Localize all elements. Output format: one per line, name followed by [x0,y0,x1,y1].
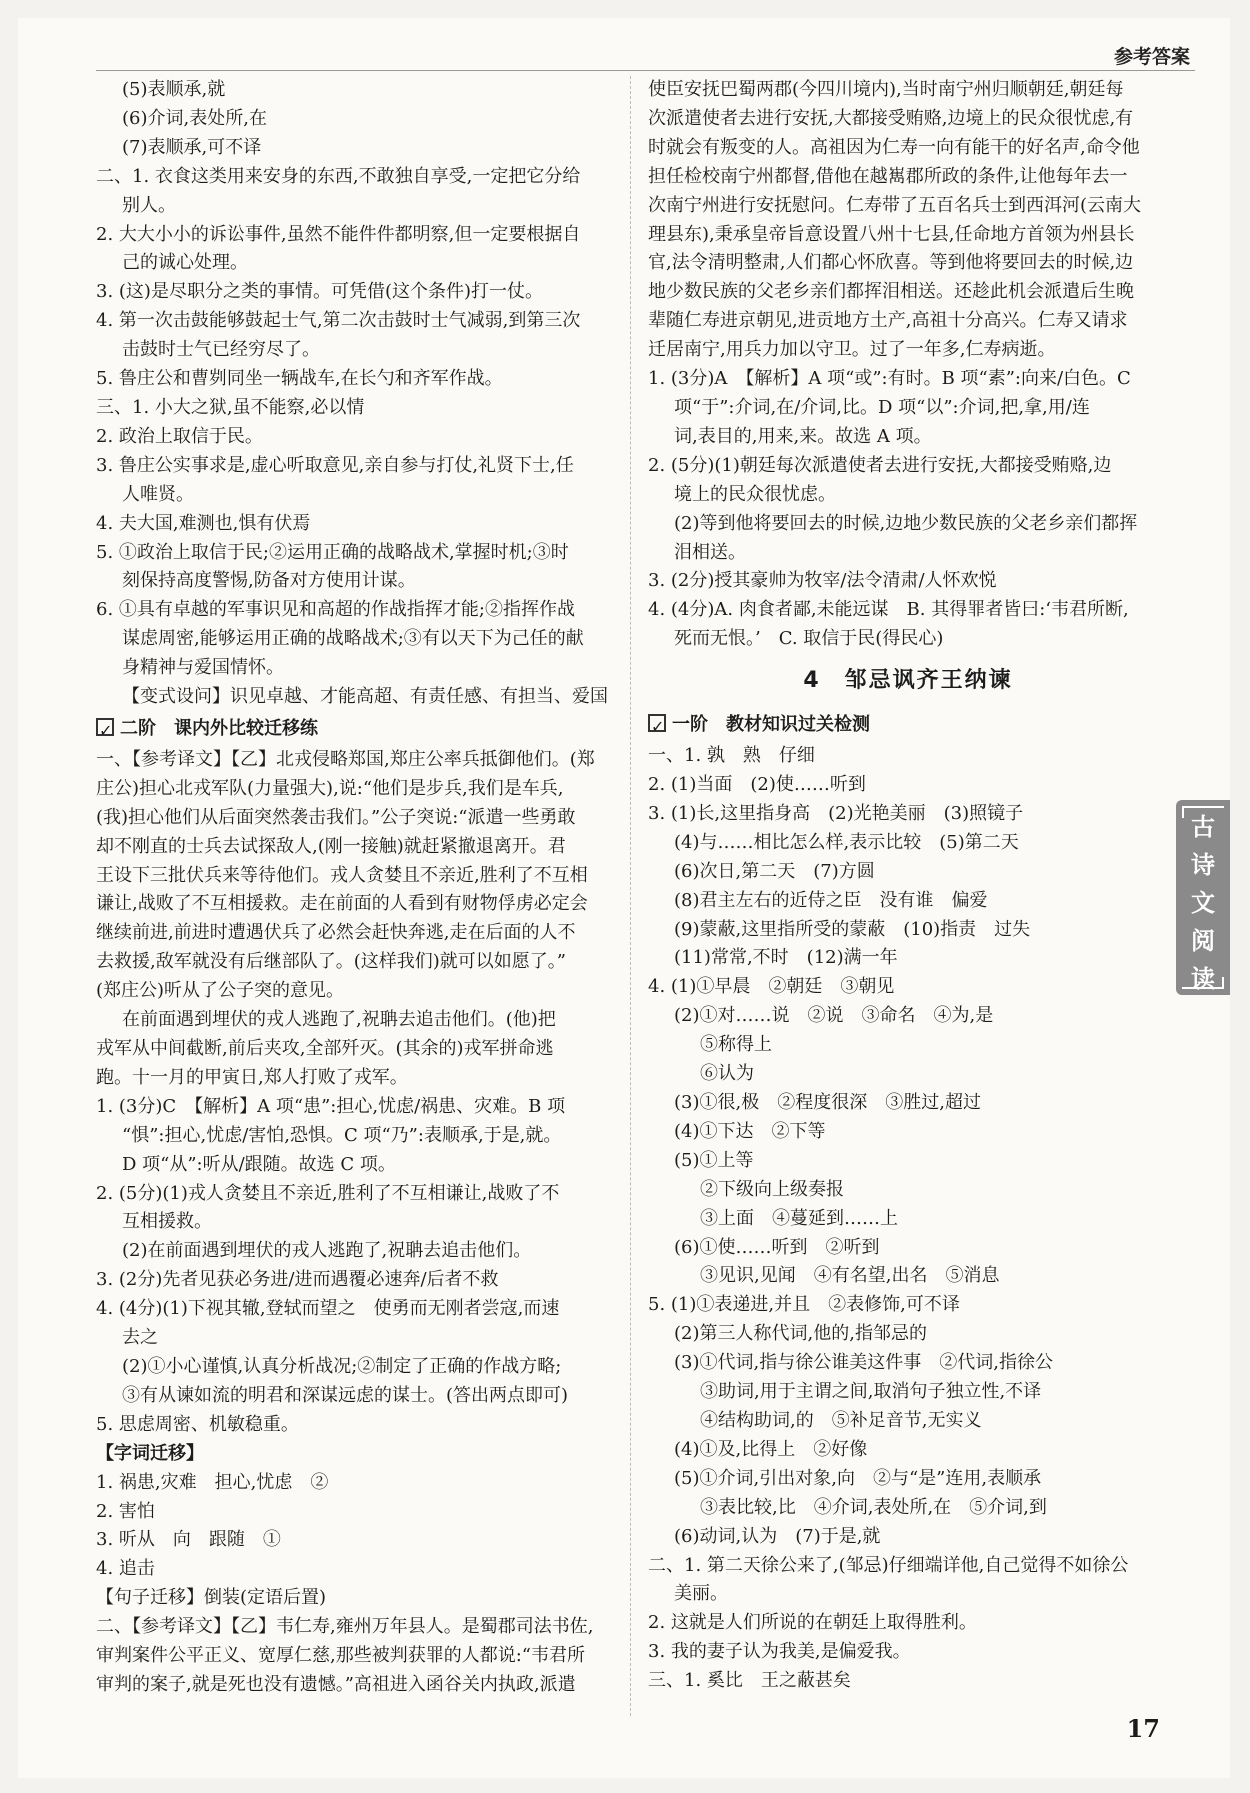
line-text: (7)表顺承,可不译 [122,136,262,158]
answer-line [648,105,1168,134]
right-column [648,76,1168,1696]
answer-line [96,481,616,510]
line-text: 6. ①具有卓越的军事识见和高超的作战指挥才能;②指挥作战 [96,599,575,621]
line-text: 2. 害怕 [96,1500,155,1522]
answer-line [96,394,616,423]
line-text: 2. 政治上取信于民。 [96,425,263,447]
line-text: 审判的案子,就是死也没有遗憾。”高祖进入函谷关内执政,派遣 [96,1673,576,1695]
line-text: 1. (3分)C 【解析】A 项“患”:担心,忧虑/祸患、灾难。B 项 [96,1095,566,1117]
line-text: (6)①使……听到 ②听到 [674,1236,880,1258]
line-text: 泪相送。 [674,541,746,563]
line-text: (2)等到他将要回去的时候,边地少数民族的父老乡亲们都挥 [674,512,1138,534]
line-text: 4. (4分)(1)下视其辙,登轼而望之 使勇而无刚者尝寇,而速 [96,1298,560,1320]
line-text: 担任检校南宁州都督,借他在越嶲郡所政的条件,让他每年去一 [648,165,1128,187]
answer-line [96,1353,616,1382]
answer-line [648,829,1168,858]
answer-line [96,1498,616,1527]
line-text: 跑。十一月的甲寅日,郑人打败了戎军。 [96,1066,408,1088]
line-text: (9)蒙蔽,这里指所受的蒙蔽 (10)指责 过失 [674,918,1031,940]
answer-line [96,76,616,105]
line-text: (我)担心他们从后面突然袭击我们。”公子突说:“派遣一些勇敢 [96,806,576,828]
line-text: 境上的民众很忧虑。 [674,483,836,505]
line-text: 庄公)担心北戎军队(力量强大),说:“他们是步兵,我们是车兵, [96,777,564,799]
line-text: 3. (这)是尽职分之类的事情。可凭借(这个条件)打一仗。 [96,281,543,303]
answer-line [648,249,1168,278]
section-heading [648,708,1168,742]
answer-line [96,746,616,775]
answer-line [648,336,1168,365]
answer-line [96,1382,616,1411]
line-text: 却不刚直的士兵去试探敌人,(刚一接触)就赶紧撤退离开。君 [96,835,566,857]
line-text: (6)次日,第二天 (7)方圆 [674,860,875,882]
line-text: 三、1. 小大之狱,虽不能察,必以情 [96,396,365,418]
line-text: 别人。 [122,194,176,216]
line-text: 1. (3分)A 【解析】A 项“或”:有时。B 项“素”:向来/白色。C [648,368,1131,390]
answer-line [648,625,1168,654]
answer-line [96,1180,616,1209]
answer-line [96,948,616,977]
line-text: 3. (2分)授其豪帅为牧宰/法令清肃/人怀欢悦 [648,570,997,592]
answer-line [648,771,1168,800]
line-text: 在前面遇到埋伏的戎人逃跑了,祝聃去追击他们。(他)把 [122,1009,556,1031]
line-text: 去之 [122,1327,158,1349]
line-text: 谦让,战败了不互相援救。走在前面的人看到有财物俘虏必定会 [96,893,588,915]
answer-line [96,307,616,336]
line-text: 三、1. 奚比 王之蔽甚矣 [648,1670,851,1692]
line-text: ③见识,见闻 ④有名望,出名 ⑤消息 [700,1265,1000,1287]
answer-line [96,977,616,1006]
line-text: 2. (1)当面 (2)使……听到 [648,774,866,796]
answer-line [648,916,1168,945]
line-text: 二、1. 衣食这类用来安身的东西,不敢独自享受,一定把它分给 [96,165,581,187]
line-text: 时就会有叛变的人。高祖因为仁寿一向有能干的好名声,命令他 [648,136,1140,158]
line-text: (5)表顺承,就 [122,79,226,100]
line-text: 4. (4分)A. 肉食者鄙,未能远谋 B. 其得罪者皆曰:‘韦君所断, [648,599,1129,621]
line-text: (2)在前面遇到埋伏的戎人逃跑了,祝聃去追击他们。 [122,1240,532,1262]
line-text: 次派遣使者去进行安抚,大都接受贿赂,边境上的民众很忧虑,有 [648,107,1134,129]
answer-line [648,944,1168,973]
line-text: 使臣安抚巴蜀两郡(今四川境内),当时南宁州归顺朝廷,朝廷每 [648,79,1124,100]
line-text: 2. 这就是人们所说的在朝廷上取得胜利。 [648,1612,977,1634]
answer-line [648,1176,1168,1205]
answer-line [648,887,1168,916]
header-rule [96,70,1195,71]
line-text: (4)①下达 ②下等 [674,1120,826,1142]
answer-line [96,833,616,862]
line-text: 2. 大大小小的诉讼事件,虽然不能件件都明察,但一定要根据自 [96,223,581,245]
answer-line [648,163,1168,192]
answer-line [648,76,1168,105]
line-text: ④结构助词,的 ⑤补足音节,无实义 [700,1409,982,1431]
answer-line [96,249,616,278]
answer-line [96,1093,616,1122]
answer-line [648,1378,1168,1407]
line-text: 2. (5分)(1)朝廷每次派遣使者去进行安抚,大都接受贿赂,边 [648,454,1112,476]
answer-line [648,394,1168,423]
column-divider [630,76,631,1716]
line-text: (11)常常,不时 (12)满一年 [674,947,898,969]
side-tab-char: 阅 [1191,927,1215,955]
line-text: 3. (2分)先者见获必务进/进而遇覆必速奔/后者不救 [96,1269,499,1291]
answer-line [648,1291,1168,1320]
line-text: 继续前进,前进时遭遇伏兵了必然会赶快奔逃,走在后面的人不 [96,922,576,944]
line-text: 地少数民族的父老乡亲们都挥泪相送。还趁此机会派遣后生晚 [648,281,1134,303]
answer-line [648,1580,1168,1609]
answer-line [96,890,616,919]
line-text: 次南宁州进行安抚慰问。仁寿带了五百名兵士到西洱河(云南大 [648,194,1142,216]
answer-line [96,1613,616,1642]
line-text: 3. 鲁庄公实事求是,虚心听取意见,亲自参与打仗,礼贤下士,任 [96,454,574,476]
answer-line [648,742,1168,771]
line-text: 4. 夫大国,难测也,惧有伏焉 [96,512,311,534]
answer-line [96,1584,616,1613]
line-text: (4)①及,比得上 ②好像 [674,1438,868,1460]
answer-line [96,221,616,250]
side-tab-char: 古 [1191,813,1215,841]
answer-line [96,625,616,654]
line-text: 刻保持高度警惕,防备对方使用计谋。 [122,570,416,592]
answer-line [96,336,616,365]
line-text: 官,法令清明整肃,人们都心怀欣喜。等到他将要回去的时候,边 [648,252,1134,274]
line-text: 3. 我的妻子认为我美,是偏爱我。 [648,1641,911,1663]
answer-line [648,452,1168,481]
answer-line [648,1060,1168,1089]
answer-line [648,1667,1168,1696]
line-text: 4. (1)①早晨 ②朝廷 ③朝见 [648,976,895,998]
line-text: 3. (1)长,这里指身高 (2)光艳美丽 (3)照镜子 [648,802,1024,824]
answer-line [96,1295,616,1324]
answer-line [648,858,1168,887]
answer-line [648,1089,1168,1118]
right-column-bottom [648,708,1168,1696]
left-column [96,76,616,1700]
answer-line [648,365,1168,394]
answer-line [96,1526,616,1555]
line-text: 二、1. 第二天徐公来了,(邹忌)仔细端详他,自己觉得不如徐公 [648,1554,1129,1576]
line-text: “惧”:担心,忧虑/害怕,恐惧。C 项“乃”:表顺承,于是,就。 [122,1124,562,1146]
line-text: 理县东),秉承皇帝旨意设置八州十七县,任命地方首领为州县长 [648,223,1135,245]
answer-line [96,1324,616,1353]
answer-line [648,1436,1168,1465]
answer-line [648,1320,1168,1349]
answer-line [96,539,616,568]
line-text: 己的诚心处理。 [122,252,248,274]
line-text: 5. ①政治上取信于民;②运用正确的战略战术,掌握时机;③时 [96,541,569,563]
answer-line [96,278,616,307]
answer-line [648,481,1168,510]
answer-line [96,862,616,891]
line-text: 【变式设问】识见卓越、才能高超、有责任感、有担当、爱国 [122,686,608,708]
answer-line [648,510,1168,539]
line-text: D 项“从”:听从/跟随。故选 C 项。 [122,1153,396,1175]
answer-line [648,1552,1168,1581]
answer-line [648,192,1168,221]
answer-line [96,510,616,539]
answer-line [96,1122,616,1151]
line-text: 【字词迁移】 [96,1442,204,1464]
answer-line [96,567,616,596]
answer-line [96,423,616,452]
answer-line [96,1208,616,1237]
line-text: 王设下三批伏兵来等待他们。戎人贪婪且不亲近,胜利了不互相 [96,864,588,886]
line-text: 1. 祸患,灾难 担心,忧虑 ② [96,1471,329,1493]
line-text: 一、【参考译文】【乙】北戎侵略郑国,郑庄公率兵抵御他们。(郑 [96,748,595,770]
answer-line [648,1002,1168,1031]
check-box-icon [96,718,114,736]
line-text: 【句子迁移】倒装(定语后置) [96,1587,327,1609]
line-text: 5. 思虑周密、机敏稳重。 [96,1413,299,1435]
line-text: 2. (5分)(1)戎人贪婪且不亲近,胜利了不互相谦让,战败了不 [96,1182,560,1204]
line-text: 4. 第一次击鼓能够鼓起士气,第二次击鼓时士气减弱,到第三次 [96,310,581,332]
answer-line [96,683,616,712]
line-text: 美丽。 [674,1583,728,1605]
answer-line [648,221,1168,250]
answer-line [648,800,1168,829]
answer-line [648,1349,1168,1378]
line-text: (6)介词,表处所,在 [122,107,267,129]
line-text: ③助词,用于主谓之间,取消句子独立性,不译 [700,1381,1042,1403]
answer-line [648,567,1168,596]
line-text: 击鼓时士气已经穷尽了。 [122,339,320,361]
line-text: 二、【参考译文】【乙】韦仁寿,雍州万年县人。是蜀郡司法书佐, [96,1616,594,1638]
line-text: 身精神与爱国情怀。 [122,657,284,679]
line-text: 4. 追击 [96,1558,155,1580]
tab-bracket-top [1182,806,1224,818]
line-text: ③上面 ④蔓延到……上 [700,1207,898,1229]
line-text: 迁居南宁,用兵力加以守卫。过了一年多,仁寿病逝。 [648,339,1056,361]
answer-line [96,1411,616,1440]
line-text: (2)①对……说 ②说 ③命名 ④为,是 [674,1005,994,1027]
line-text: 一、1. 孰 熟 仔细 [648,745,815,767]
answer-line [96,775,616,804]
line-text: 谋虑周密,能够运用正确的战略战术;③有以天下为己任的献 [122,628,584,650]
check-box-icon [648,714,666,732]
answer-line [96,804,616,833]
side-tab-char: 诗 [1191,851,1215,879]
answer-line [648,1234,1168,1263]
answer-line [96,1266,616,1295]
answer-line [96,163,616,192]
answer-line [648,1465,1168,1494]
line-text: 一阶 教材知识过关检测 [672,714,870,736]
line-text: (4)与……相比怎么样,表示比较 (5)第二天 [674,831,1019,853]
answer-line [648,973,1168,1002]
page-number: 17 [1126,1714,1160,1743]
answer-line [96,1469,616,1498]
answer-line [648,423,1168,452]
line-text: 5. (1)①表递进,并且 ②表修饰,可不译 [648,1294,960,1316]
answer-line [96,1151,616,1180]
line-text: 项“于”:介词,在/介词,比。D 项“以”:介词,把,拿,用/连 [674,396,1090,418]
tab-bracket-bottom [1182,977,1224,989]
answer-line [648,307,1168,336]
answer-line [648,1147,1168,1176]
answer-line [648,134,1168,163]
line-text: (5)①上等 [674,1149,754,1171]
line-text: 审判案件公平正义、宽厚仁慈,那些被判获罪的人都说:“韦君所 [96,1645,585,1667]
answer-line [648,1262,1168,1291]
answer-line [96,596,616,625]
line-text: ②下级向上级奏报 [700,1178,844,1200]
side-tab-char: 读 [1191,965,1215,993]
section-side-tab [1176,800,1230,995]
lesson-title: 4 邹忌讽齐王纳谏 [803,668,1013,694]
answer-line [96,105,616,134]
line-text: 辈随仁寿进京朝见,进贡地方土产,高祖十分高兴。仁寿又请求 [648,310,1128,332]
line-text: 死而无恨。’ C. 取信于民(得民心) [674,628,944,650]
answer-line [648,1638,1168,1667]
answer-line [96,654,616,683]
line-text: (6)动词,认为 (7)于是,就 [674,1525,881,1547]
line-text: ③有从谏如流的明君和深谋远虑的谋士。(答出两点即可) [122,1384,569,1406]
line-text: ③表比较,比 ④介词,表处所,在 ⑤介词,到 [700,1496,1047,1518]
line-text: 人唯贤。 [122,483,194,505]
answer-line [648,539,1168,568]
answer-line [648,1494,1168,1523]
line-text: 去救援,敌军就没有后继部队了。(这样我们)就可以如愿了。” [96,951,566,973]
line-text: (2)①小心谨慎,认真分析战况;②制定了正确的作战方略; [122,1355,562,1377]
line-text: 二阶 课内外比较迁移练 [120,717,318,739]
answer-line [96,1671,616,1700]
line-text: (8)君主左右的近侍之臣 没有谁 偏爱 [674,889,988,911]
answer-line [648,1407,1168,1436]
answer-line [96,1035,616,1064]
page-header-title: 参考答案 [1113,46,1190,68]
answer-line [96,1006,616,1035]
answer-line [648,1118,1168,1147]
side-tab-label [1176,800,1230,998]
answer-line [96,1642,616,1671]
answer-line [648,1609,1168,1638]
answer-line [96,192,616,221]
answer-line [648,1205,1168,1234]
answer-line [96,1064,616,1093]
answer-line [96,1555,616,1584]
side-tab-char: 文 [1191,889,1215,917]
answer-line [96,452,616,481]
answer-line [648,278,1168,307]
line-text: (3)①代词,指与徐公谁美这件事 ②代词,指徐公 [674,1352,1053,1374]
answer-line [648,596,1168,625]
line-text: (郑庄公)听从了公子突的意见。 [96,980,345,1002]
line-text: 戎军从中间截断,前后夹攻,全部歼灭。(其余的)戎军拼命逃 [96,1038,554,1059]
line-text: ⑥认为 [700,1063,754,1085]
answer-line [96,1440,616,1469]
answer-line [96,919,616,948]
line-text: (5)①介词,引出对象,向 ②与“是”连用,表顺承 [674,1467,1042,1489]
answer-line [96,134,616,163]
line-text: 词,表目的,用来,来。故选 A 项。 [674,425,932,447]
answer-line [648,1031,1168,1060]
section-heading [96,712,616,746]
line-text: ⑤称得上 [700,1034,772,1056]
answer-line [96,1237,616,1266]
right-column-top [648,76,1168,654]
answer-line [96,365,616,394]
line-text: (2)第三人称代词,他的,指邹忌的 [674,1323,927,1345]
line-text: 5. 鲁庄公和曹刿同坐一辆战车,在长勺和齐军作战。 [96,368,503,390]
line-text: 3. 听从 向 跟随 ① [96,1529,281,1551]
line-text: 互相援救。 [122,1211,212,1233]
line-text: (3)①很,极 ②程度很深 ③胜过,超过 [674,1092,981,1113]
answer-line [648,1523,1168,1552]
